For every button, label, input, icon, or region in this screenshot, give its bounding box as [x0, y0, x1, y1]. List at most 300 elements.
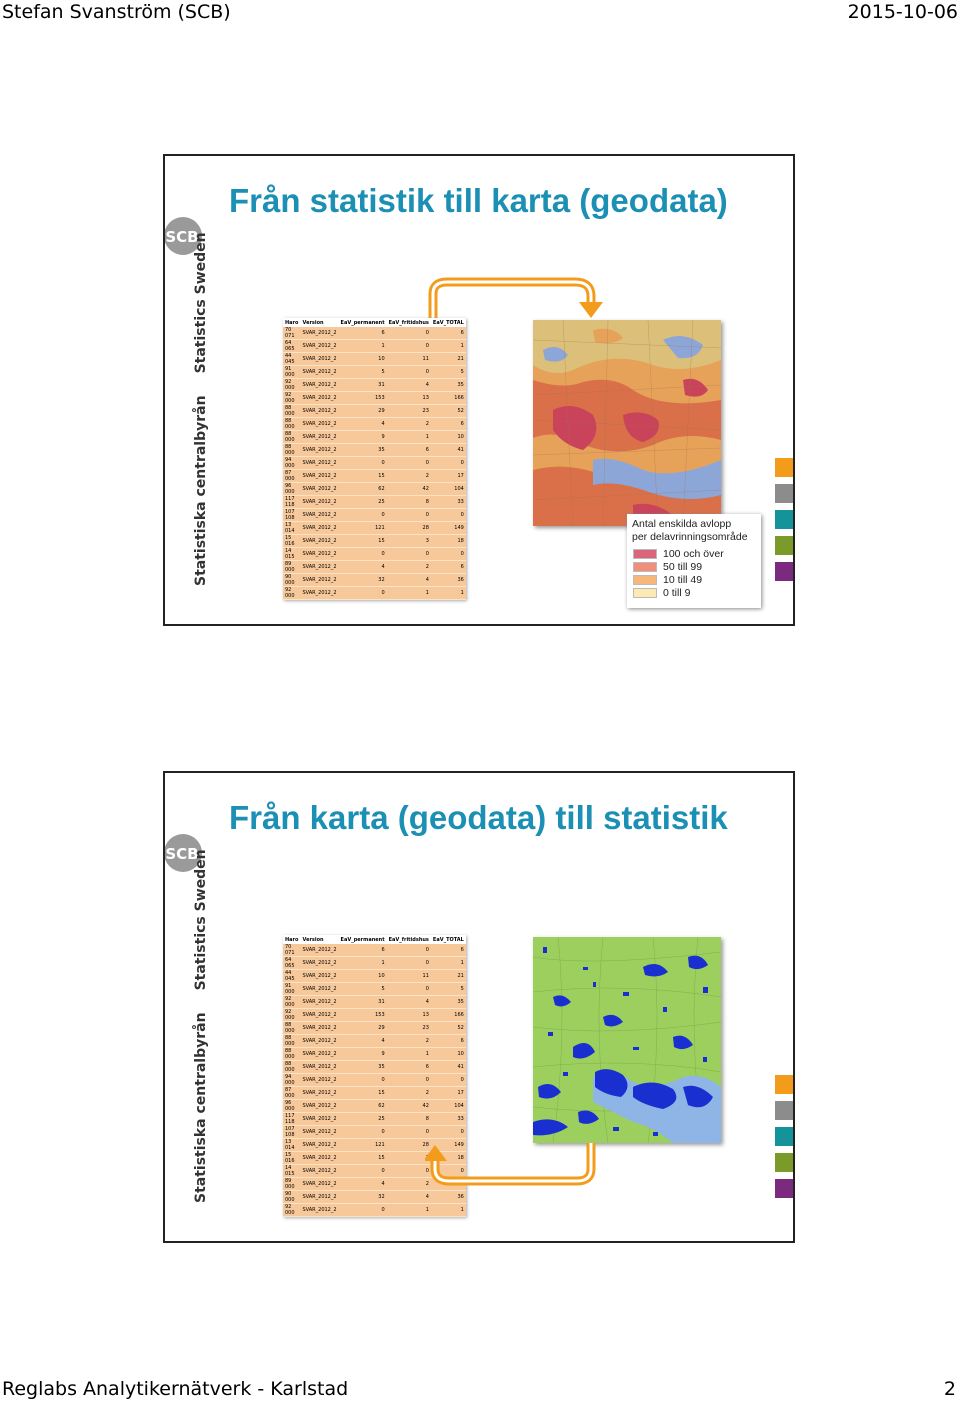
- table-cell: 4: [387, 996, 431, 1009]
- org-name-en: Statistics Sweden: [193, 849, 209, 991]
- table-cell: 88 000: [283, 405, 300, 418]
- table-cell: 0: [431, 1165, 466, 1178]
- table-cell: 0: [339, 457, 387, 470]
- legend-swatch: [633, 575, 657, 585]
- table-row: [283, 1191, 466, 1204]
- table-row: [283, 496, 466, 509]
- table-cell: 2: [387, 1035, 431, 1048]
- table-cell: 6: [431, 1178, 466, 1191]
- table-cell: 62: [339, 483, 387, 496]
- table-cell: 1: [339, 340, 387, 353]
- table-cell: 149: [431, 1139, 466, 1152]
- table-cell: SVAR_2012_2: [300, 444, 338, 457]
- legend-swatch: [633, 549, 657, 559]
- table-cell: 42: [387, 483, 431, 496]
- accent-square: [775, 1179, 793, 1198]
- arrow-table-to-map-icon: [425, 274, 605, 324]
- table-row: [283, 944, 466, 957]
- table-row: [283, 418, 466, 431]
- table-cell: 92 000: [283, 1009, 300, 1022]
- table-cell: SVAR_2012_2: [300, 1100, 338, 1113]
- table-cell: 6: [431, 1035, 466, 1048]
- accent-square: [775, 484, 793, 503]
- table-cell: 33: [431, 1113, 466, 1126]
- table-cell: 2: [387, 1087, 431, 1100]
- slide-title: Från karta (geodata) till statistik: [229, 799, 728, 836]
- accent-square: [775, 1127, 793, 1146]
- table-cell: 117 118: [283, 1113, 300, 1126]
- table-cell: 2: [387, 470, 431, 483]
- accent-square: [775, 562, 793, 581]
- table-cell: 0: [387, 1165, 431, 1178]
- legend-label: 100 och över: [663, 548, 724, 560]
- table-cell: 15 016: [283, 1152, 300, 1165]
- table-cell: SVAR_2012_2: [300, 535, 338, 548]
- table-cell: SVAR_2012_2: [300, 405, 338, 418]
- table-cell: 32: [339, 574, 387, 587]
- table-cell: 117 118: [283, 496, 300, 509]
- table-row: [283, 366, 466, 379]
- accent-squares: [775, 1075, 793, 1205]
- table-cell: 10: [339, 970, 387, 983]
- table-cell: 88 000: [283, 431, 300, 444]
- table-cell: SVAR_2012_2: [300, 957, 338, 970]
- table-header-cell: EaV_permanent: [340, 936, 385, 943]
- table-cell: 0: [387, 457, 431, 470]
- table-cell: SVAR_2012_2: [300, 561, 338, 574]
- table-cell: 13 014: [283, 1139, 300, 1152]
- legend-swatch: [633, 562, 657, 572]
- table-row: [283, 379, 466, 392]
- org-name-sv: Statistiska centralbyrån: [193, 1012, 209, 1203]
- accent-square: [775, 458, 793, 477]
- water-map: [533, 937, 721, 1143]
- table-cell: 15: [339, 535, 387, 548]
- data-table: [283, 318, 466, 600]
- table-cell: 5: [339, 366, 387, 379]
- table-cell: 121: [339, 522, 387, 535]
- legend-title-line2: per delavrinningsområde: [632, 531, 748, 543]
- table-cell: 0: [431, 457, 466, 470]
- table-cell: 153: [339, 392, 387, 405]
- accent-square: [775, 536, 793, 555]
- table-cell: 3: [387, 535, 431, 548]
- table-cell: 0: [431, 509, 466, 522]
- table-cell: 15: [339, 1087, 387, 1100]
- table-cell: SVAR_2012_2: [300, 983, 338, 996]
- table-cell: 96 000: [283, 483, 300, 496]
- legend-swatch: [633, 588, 657, 598]
- table-cell: 29: [339, 1022, 387, 1035]
- table-cell: 1: [431, 1204, 466, 1217]
- table-cell: SVAR_2012_2: [300, 496, 338, 509]
- table-cell: 4: [339, 1035, 387, 1048]
- table-cell: 17: [431, 1087, 466, 1100]
- table-cell: 18: [431, 1152, 466, 1165]
- table-cell: 64 065: [283, 957, 300, 970]
- table-cell: 8: [387, 496, 431, 509]
- table-cell: 15: [339, 1152, 387, 1165]
- table-cell: 2: [387, 561, 431, 574]
- table-cell: 52: [431, 405, 466, 418]
- org-name-sv: Statistiska centralbyrån: [193, 395, 209, 586]
- table-cell: 1: [431, 340, 466, 353]
- table-row: [283, 1126, 466, 1139]
- table-cell: SVAR_2012_2: [300, 457, 338, 470]
- table-cell: 94 000: [283, 457, 300, 470]
- table-cell: SVAR_2012_2: [300, 392, 338, 405]
- table-cell: 35: [339, 444, 387, 457]
- table-cell: 91 000: [283, 983, 300, 996]
- arrow-map-to-table-icon: [425, 1139, 605, 1189]
- table-cell: 42: [387, 1100, 431, 1113]
- table-cell: SVAR_2012_2: [300, 1191, 338, 1204]
- table-cell: 1: [387, 431, 431, 444]
- table-cell: 104: [431, 1100, 466, 1113]
- table-cell: 52: [431, 1022, 466, 1035]
- table-cell: 89 000: [283, 561, 300, 574]
- table-cell: 31: [339, 379, 387, 392]
- table-cell: 121: [339, 1139, 387, 1152]
- legend-class-3: [633, 587, 753, 599]
- table-cell: 153: [339, 1009, 387, 1022]
- table-cell: 6: [431, 327, 466, 340]
- table-header-cell: EaV_TOTAL: [432, 936, 464, 943]
- table-cell: 6: [339, 327, 387, 340]
- table-row: [283, 470, 466, 483]
- table-cell: 89 000: [283, 1178, 300, 1191]
- table-row: [283, 574, 466, 587]
- table-cell: 91 000: [283, 366, 300, 379]
- map-legend: [627, 514, 761, 608]
- table-cell: 0: [387, 366, 431, 379]
- table-cell: 92 000: [283, 587, 300, 600]
- table-row: [283, 957, 466, 970]
- table-cell: 0: [339, 1126, 387, 1139]
- table-cell: SVAR_2012_2: [300, 574, 338, 587]
- table-cell: 44 045: [283, 970, 300, 983]
- slide-1: [163, 154, 795, 626]
- table-cell: 15: [339, 470, 387, 483]
- table-cell: 4: [387, 574, 431, 587]
- table-cell: 5: [339, 983, 387, 996]
- table-cell: 44 045: [283, 353, 300, 366]
- table-cell: 0: [387, 327, 431, 340]
- legend-label: 50 till 99: [663, 561, 703, 573]
- table-cell: SVAR_2012_2: [300, 1139, 338, 1152]
- table-cell: SVAR_2012_2: [300, 970, 338, 983]
- org-name-vertical: [193, 849, 215, 1203]
- table-cell: SVAR_2012_2: [300, 1126, 338, 1139]
- table-cell: 88 000: [283, 418, 300, 431]
- table-cell: 0: [387, 340, 431, 353]
- org-name-en: Statistics Sweden: [193, 232, 209, 374]
- table-cell: 41: [431, 444, 466, 457]
- table-cell: 4: [387, 379, 431, 392]
- table-cell: 4: [339, 561, 387, 574]
- table-row: [283, 444, 466, 457]
- table-cell: 0: [339, 509, 387, 522]
- table-row: [283, 1022, 466, 1035]
- table-cell: 4: [339, 1178, 387, 1191]
- table-cell: 92 000: [283, 1204, 300, 1217]
- table-cell: 70 071: [283, 944, 300, 957]
- table-cell: 166: [431, 1009, 466, 1022]
- accent-square: [775, 1153, 793, 1172]
- table-cell: 0: [387, 944, 431, 957]
- table-row: [283, 1061, 466, 1074]
- legend-title-line1: Antal enskilda avlopp: [632, 518, 732, 530]
- table-row: [283, 405, 466, 418]
- table-cell: 35: [339, 1061, 387, 1074]
- table-cell: 0: [387, 983, 431, 996]
- table-cell: 149: [431, 522, 466, 535]
- table-cell: 1: [339, 957, 387, 970]
- table-cell: 10: [431, 1048, 466, 1061]
- table-cell: 32: [339, 1191, 387, 1204]
- table-cell: 28: [387, 522, 431, 535]
- table-row: [283, 431, 466, 444]
- slide-2: [163, 771, 795, 1243]
- choropleth-map: [533, 320, 721, 526]
- table-cell: 9: [339, 1048, 387, 1061]
- table-cell: 87 000: [283, 1087, 300, 1100]
- header-author: Stefan Svanström (SCB): [2, 1, 231, 23]
- table-header-cell: Version: [300, 935, 338, 944]
- table-cell: 0: [339, 1204, 387, 1217]
- table-row: [283, 996, 466, 1009]
- table-cell: 6: [387, 1061, 431, 1074]
- logo-text: SCB: [165, 228, 199, 246]
- accent-square: [775, 1101, 793, 1120]
- table-row: [283, 587, 466, 600]
- table-cell: SVAR_2012_2: [300, 1165, 338, 1178]
- table-cell: 104: [431, 483, 466, 496]
- footer-event: Reglabs Analytikernätverk - Karlstad: [2, 1378, 349, 1400]
- table-row: [283, 1035, 466, 1048]
- table-cell: 25: [339, 1113, 387, 1126]
- legend-label: 0 till 9: [663, 587, 691, 599]
- table-cell: 0: [387, 1126, 431, 1139]
- table-cell: SVAR_2012_2: [300, 340, 338, 353]
- accent-squares: [775, 458, 793, 588]
- table-header-cell: Haro: [285, 936, 299, 943]
- table-cell: 1: [431, 587, 466, 600]
- table-cell: 1: [387, 587, 431, 600]
- table-cell: SVAR_2012_2: [300, 587, 338, 600]
- table-row: [283, 1100, 466, 1113]
- table-cell: 2: [387, 418, 431, 431]
- table-cell: 88 000: [283, 1048, 300, 1061]
- table-row: [283, 1074, 466, 1087]
- table-row: [283, 327, 466, 340]
- table-cell: 0: [339, 587, 387, 600]
- table-cell: 13 014: [283, 522, 300, 535]
- table-cell: 0: [387, 1074, 431, 1087]
- table-cell: 70 071: [283, 327, 300, 340]
- table-cell: 35: [431, 379, 466, 392]
- table-cell: 0: [339, 1074, 387, 1087]
- table-cell: 4: [387, 1191, 431, 1204]
- table-cell: SVAR_2012_2: [300, 1178, 338, 1191]
- table-cell: 6: [387, 444, 431, 457]
- table-cell: SVAR_2012_2: [300, 418, 338, 431]
- table-cell: 4: [339, 418, 387, 431]
- table-cell: 90 000: [283, 1191, 300, 1204]
- table-cell: 88 000: [283, 1061, 300, 1074]
- table-cell: SVAR_2012_2: [300, 353, 338, 366]
- table-row: [283, 1087, 466, 1100]
- table-cell: 33: [431, 496, 466, 509]
- table-cell: 13: [387, 1009, 431, 1022]
- table-cell: SVAR_2012_2: [300, 509, 338, 522]
- table-header-cell: EaV_permanent: [340, 319, 385, 326]
- table-cell: 29: [339, 405, 387, 418]
- table-cell: 18: [431, 535, 466, 548]
- table-cell: SVAR_2012_2: [300, 327, 338, 340]
- table-cell: 2: [387, 1178, 431, 1191]
- table-cell: 5: [431, 366, 466, 379]
- table-cell: 28: [387, 1139, 431, 1152]
- legend-class-0: [633, 548, 753, 560]
- table-cell: 90 000: [283, 574, 300, 587]
- table-cell: 0: [431, 1074, 466, 1087]
- accent-square: [775, 1075, 793, 1094]
- table-cell: SVAR_2012_2: [300, 1048, 338, 1061]
- footer-page-number: 2: [943, 1378, 956, 1400]
- table-cell: 6: [431, 418, 466, 431]
- table-cell: SVAR_2012_2: [300, 1009, 338, 1022]
- accent-square: [775, 510, 793, 529]
- table-cell: SVAR_2012_2: [300, 1074, 338, 1087]
- table-cell: 0: [431, 548, 466, 561]
- table-cell: 0: [339, 1165, 387, 1178]
- table-cell: SVAR_2012_2: [300, 548, 338, 561]
- table-cell: SVAR_2012_2: [300, 522, 338, 535]
- table-cell: SVAR_2012_2: [300, 379, 338, 392]
- table-cell: SVAR_2012_2: [300, 1152, 338, 1165]
- table-cell: 64 065: [283, 340, 300, 353]
- table-cell: 25: [339, 496, 387, 509]
- table-cell: SVAR_2012_2: [300, 944, 338, 957]
- table-cell: 11: [387, 353, 431, 366]
- table-cell: SVAR_2012_2: [300, 1113, 338, 1126]
- table-cell: 8: [387, 1113, 431, 1126]
- table-header-cell: Version: [300, 318, 338, 327]
- table-cell: 166: [431, 392, 466, 405]
- table-cell: 88 000: [283, 1035, 300, 1048]
- table-cell: 5: [431, 983, 466, 996]
- table-cell: 0: [431, 1126, 466, 1139]
- logo-text: SCB: [165, 845, 199, 863]
- table-row: [283, 483, 466, 496]
- table-cell: 92 000: [283, 379, 300, 392]
- table-cell: SVAR_2012_2: [300, 1061, 338, 1074]
- table-row: [283, 1113, 466, 1126]
- table-cell: 21: [431, 353, 466, 366]
- slide-title: Från statistik till karta (geodata): [229, 182, 728, 219]
- table-cell: 14 015: [283, 1165, 300, 1178]
- legend-class-1: [633, 561, 753, 573]
- table-cell: 31: [339, 996, 387, 1009]
- table-cell: 62: [339, 1100, 387, 1113]
- table-cell: 36: [431, 574, 466, 587]
- table-cell: 41: [431, 1061, 466, 1074]
- table-cell: 6: [431, 944, 466, 957]
- table-cell: 23: [387, 405, 431, 418]
- table-cell: SVAR_2012_2: [300, 431, 338, 444]
- table-cell: 6: [431, 561, 466, 574]
- table-header-cell: EaV_fritidshus: [388, 936, 429, 943]
- table-row: [283, 1048, 466, 1061]
- table-row: [283, 509, 466, 522]
- legend-class-2: [633, 574, 753, 586]
- table-header-cell: EaV_TOTAL: [432, 319, 464, 326]
- table-cell: 1: [387, 1048, 431, 1061]
- table-row: [283, 353, 466, 366]
- table-row: [283, 548, 466, 561]
- table-cell: SVAR_2012_2: [300, 366, 338, 379]
- table-cell: 94 000: [283, 1074, 300, 1087]
- table-row: [283, 1204, 466, 1217]
- table-cell: 88 000: [283, 444, 300, 457]
- table-cell: 11: [387, 970, 431, 983]
- table-cell: 10: [339, 353, 387, 366]
- table-header-cell: EaV_fritidshus: [388, 319, 429, 326]
- table-cell: 88 000: [283, 1022, 300, 1035]
- table-cell: 13: [387, 392, 431, 405]
- table-header-cell: Haro: [285, 319, 299, 326]
- legend-label: 10 till 49: [663, 574, 703, 586]
- table-cell: 21: [431, 970, 466, 983]
- table-row: [283, 522, 466, 535]
- table-cell: 15 016: [283, 535, 300, 548]
- table-cell: 35: [431, 996, 466, 1009]
- org-name-vertical: [193, 232, 215, 586]
- table-row: [283, 1009, 466, 1022]
- table-cell: 10: [431, 431, 466, 444]
- table-row: [283, 457, 466, 470]
- table-cell: 23: [387, 1022, 431, 1035]
- table-cell: 0: [339, 548, 387, 561]
- table-cell: 0: [387, 548, 431, 561]
- table-cell: 107 108: [283, 1126, 300, 1139]
- table-cell: 0: [387, 957, 431, 970]
- table-cell: SVAR_2012_2: [300, 1204, 338, 1217]
- table-cell: 17: [431, 470, 466, 483]
- table-cell: 1: [431, 957, 466, 970]
- table-cell: 92 000: [283, 996, 300, 1009]
- table-cell: 87 000: [283, 470, 300, 483]
- table-row: [283, 340, 466, 353]
- header-date: 2015-10-06: [847, 1, 958, 23]
- table-cell: SVAR_2012_2: [300, 470, 338, 483]
- table-cell: SVAR_2012_2: [300, 1087, 338, 1100]
- table-cell: SVAR_2012_2: [300, 1035, 338, 1048]
- table-row: [283, 983, 466, 996]
- table-cell: 36: [431, 1191, 466, 1204]
- table-cell: 96 000: [283, 1100, 300, 1113]
- table-row: [283, 392, 466, 405]
- table-cell: SVAR_2012_2: [300, 1022, 338, 1035]
- table-cell: 107 108: [283, 509, 300, 522]
- table-cell: 6: [339, 944, 387, 957]
- table-cell: 0: [387, 509, 431, 522]
- table-row: [283, 970, 466, 983]
- table-row: [283, 535, 466, 548]
- table-cell: 92 000: [283, 392, 300, 405]
- table-cell: 14 015: [283, 548, 300, 561]
